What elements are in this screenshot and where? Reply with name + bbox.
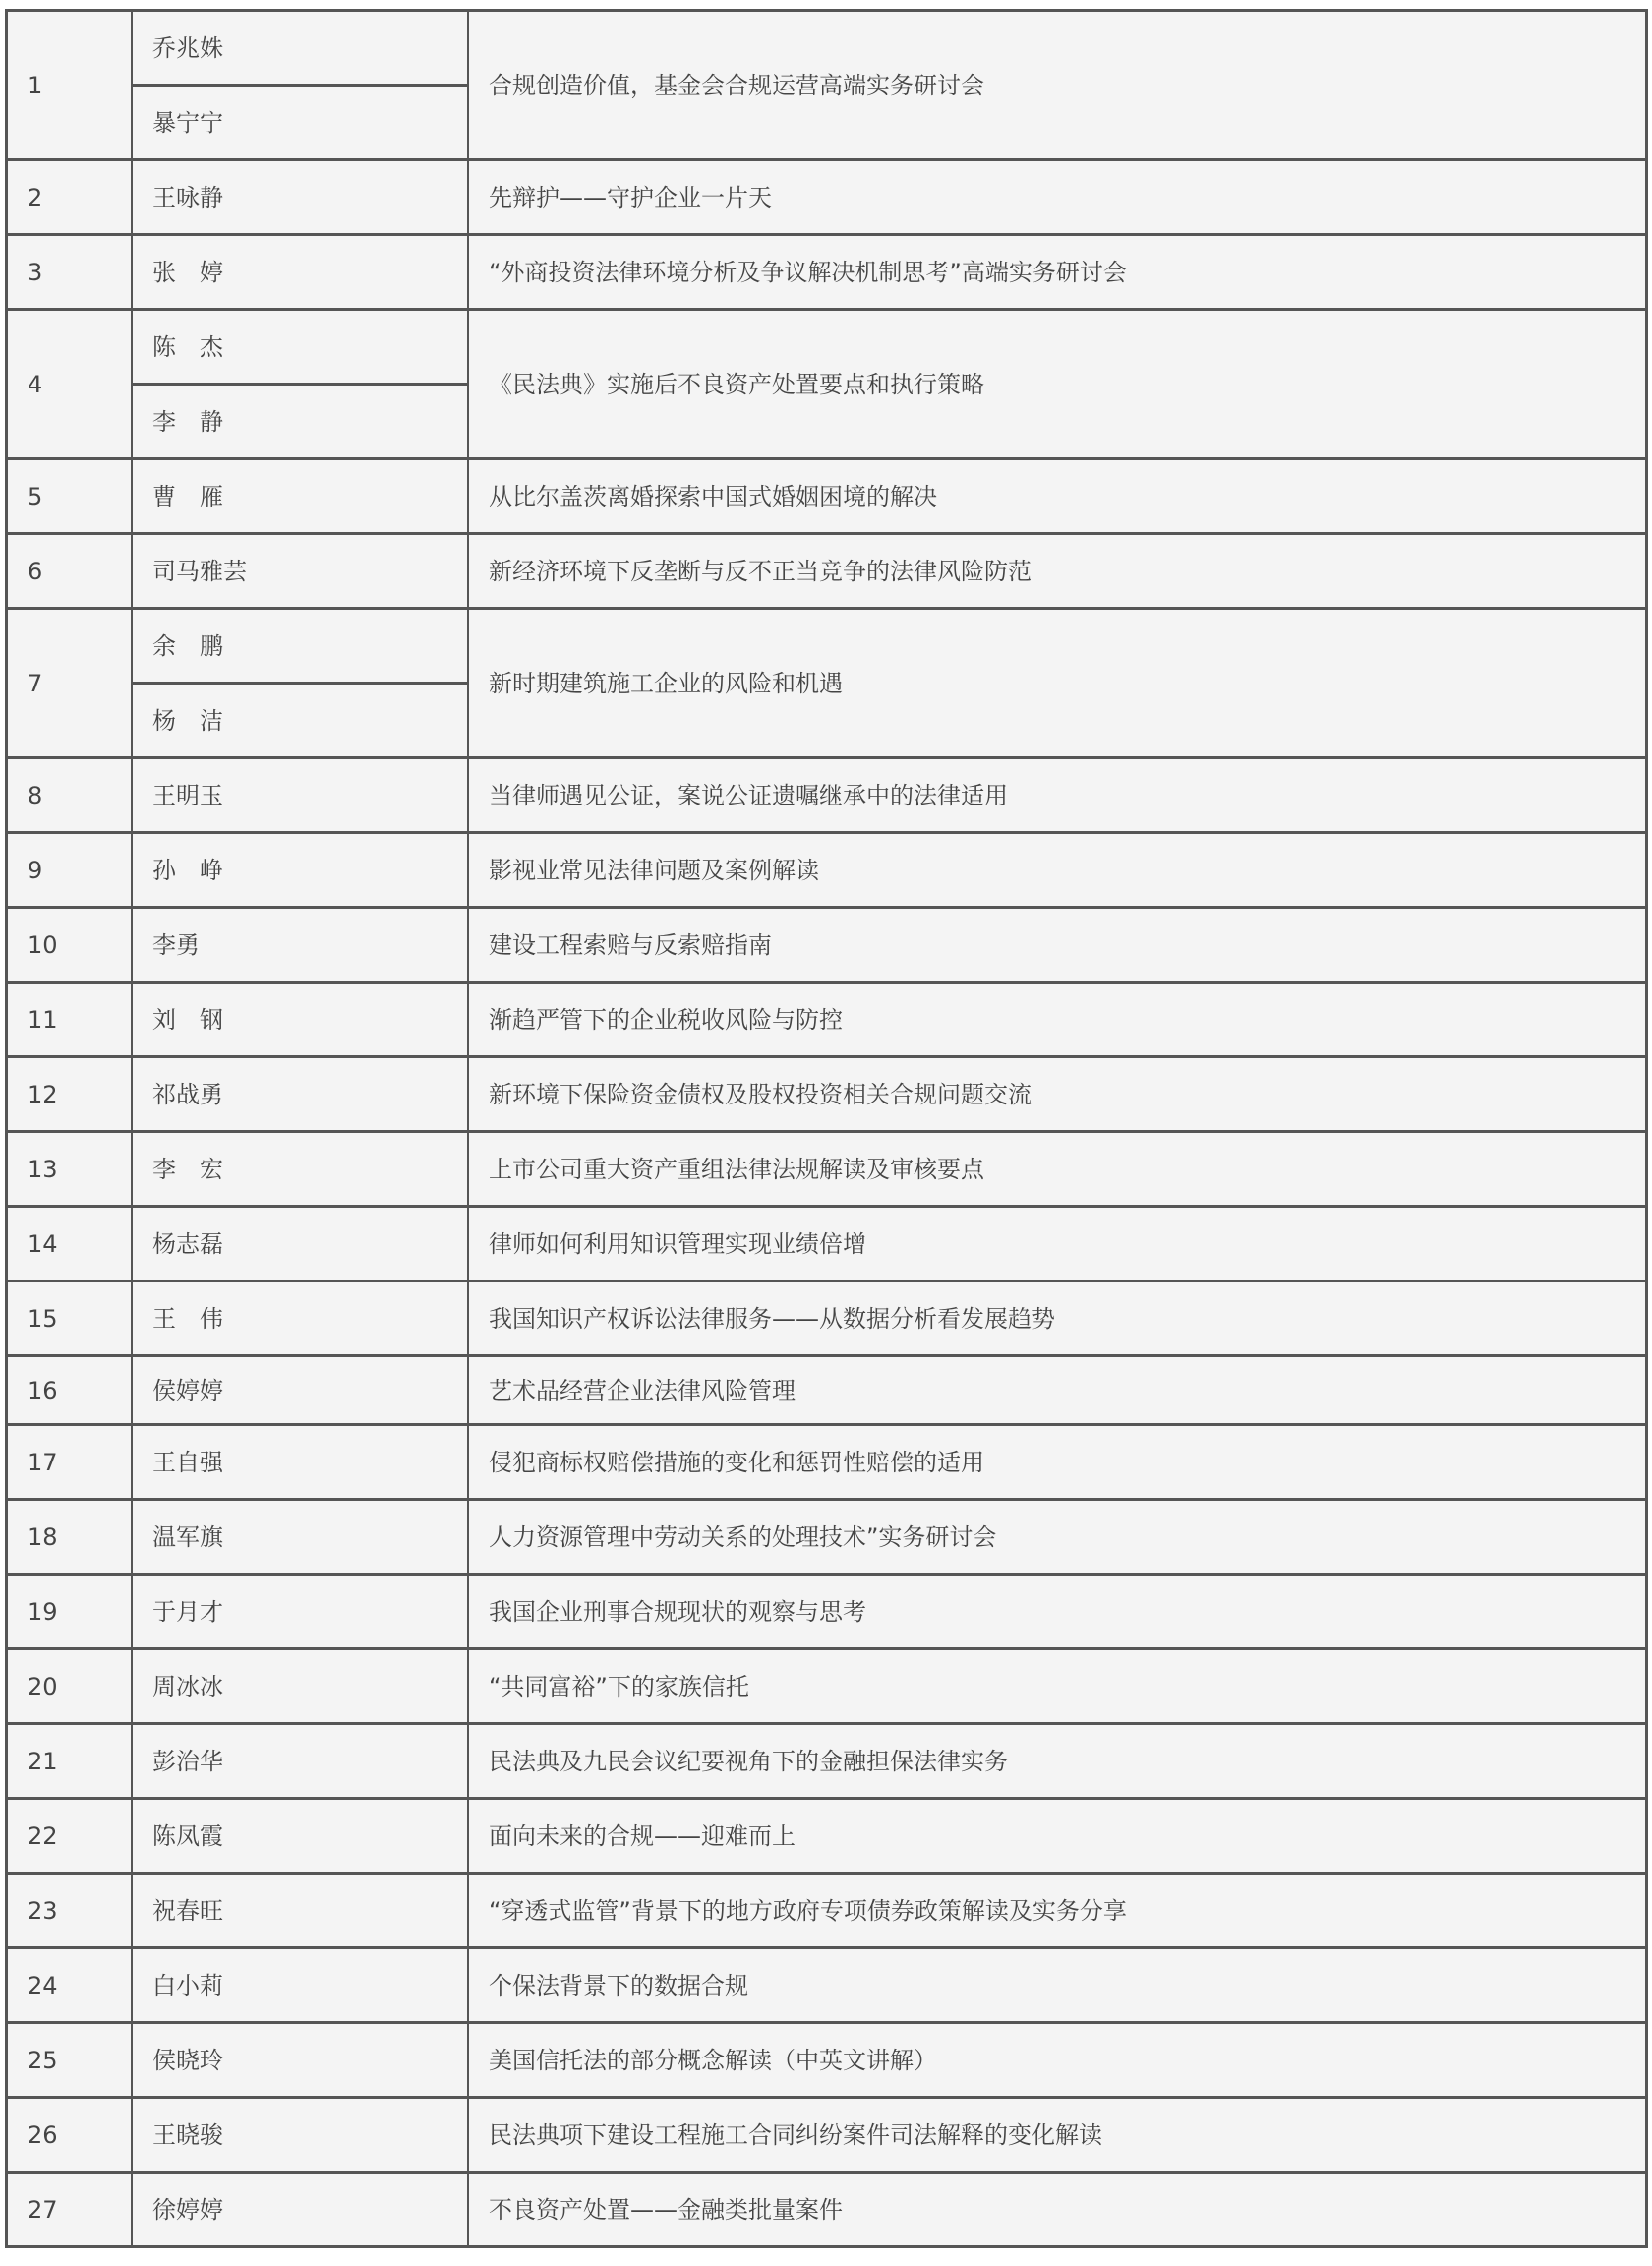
seminar-topic: 渐趋严管下的企业税收风险与防控 bbox=[489, 1005, 843, 1034]
seminar-topic: 面向未来的合规——迎难而上 bbox=[489, 1821, 796, 1850]
seminar-topic: 上市公司重大资产重组法律法规解读及审核要点 bbox=[489, 1155, 984, 1183]
row-number: 4 bbox=[8, 311, 133, 457]
seminar-topic: 民法典项下建设工程施工合同纠纷案件司法解释的变化解读 bbox=[489, 2120, 1102, 2149]
speaker-names bbox=[133, 1949, 469, 2021]
table-row bbox=[8, 1208, 1645, 1282]
row-number: 24 bbox=[8, 1949, 133, 2021]
speaker-name: 乔兆姝 bbox=[152, 33, 223, 62]
speaker-name: 暴宁宁 bbox=[133, 84, 467, 158]
table-row bbox=[8, 1949, 1645, 2024]
table-row bbox=[8, 535, 1645, 610]
row-number: 7 bbox=[8, 610, 133, 756]
speaker-names bbox=[133, 759, 469, 831]
speaker-name: 于月才 bbox=[152, 1597, 223, 1626]
speaker-name: 张 婷 bbox=[152, 258, 223, 286]
table-row bbox=[8, 1058, 1645, 1133]
speaker-names bbox=[133, 311, 469, 457]
speaker-names bbox=[133, 1208, 469, 1280]
row-number: 18 bbox=[8, 1501, 133, 1573]
row-number: 23 bbox=[8, 1875, 133, 1946]
speaker-name: 温军旗 bbox=[152, 1522, 223, 1551]
speaker-names bbox=[133, 1357, 469, 1423]
speaker-names bbox=[133, 1800, 469, 1872]
row-number: 21 bbox=[8, 1725, 133, 1797]
speaker-names bbox=[133, 460, 469, 532]
seminar-schedule-table bbox=[5, 9, 1648, 2248]
speaker-names bbox=[133, 1875, 469, 1946]
speaker-names bbox=[133, 2174, 469, 2245]
table-row bbox=[8, 236, 1645, 311]
row-number: 17 bbox=[8, 1426, 133, 1498]
speaker-names bbox=[133, 610, 469, 756]
speaker-names bbox=[133, 1576, 469, 1647]
speaker-name: 祝春旺 bbox=[152, 1896, 223, 1925]
seminar-topic: “穿透式监管”背景下的地方政府专项债券政策解读及实务分享 bbox=[489, 1896, 1127, 1925]
seminar-topic: 人力资源管理中劳动关系的处理技术”实务研讨会 bbox=[489, 1522, 997, 1551]
table-row bbox=[8, 1725, 1645, 1800]
speaker-name: 祁战勇 bbox=[152, 1080, 223, 1108]
row-number: 11 bbox=[8, 984, 133, 1055]
speaker-name: 刘 钢 bbox=[152, 1005, 223, 1034]
speaker-name: 王晓骏 bbox=[152, 2120, 223, 2149]
row-number: 14 bbox=[8, 1208, 133, 1280]
seminar-topic: 我国知识产权诉讼法律服务——从数据分析看发展趋势 bbox=[489, 1304, 1055, 1333]
seminar-topic: 建设工程索赔与反索赔指南 bbox=[489, 930, 772, 959]
speaker-names bbox=[133, 1282, 469, 1354]
table-row bbox=[8, 2174, 1645, 2248]
speaker-name: 白小莉 bbox=[152, 1971, 223, 1999]
row-number: 27 bbox=[8, 2174, 133, 2245]
speaker-name: 陈凤霞 bbox=[152, 1821, 223, 1850]
speaker-name: 余 鹏 bbox=[152, 631, 223, 660]
row-number: 15 bbox=[8, 1282, 133, 1354]
seminar-topic: “外商投资法律环境分析及争议解决机制思考”高端实务研讨会 bbox=[489, 258, 1127, 286]
row-number: 25 bbox=[8, 2024, 133, 2096]
row-number: 2 bbox=[8, 161, 133, 233]
table-row bbox=[8, 759, 1645, 834]
row-number: 1 bbox=[8, 12, 133, 158]
seminar-topic: 我国企业刑事合规现状的观察与思考 bbox=[489, 1597, 866, 1626]
speaker-name: 王 伟 bbox=[152, 1304, 223, 1333]
seminar-topic: 《民法典》实施后不良资产处置要点和执行策略 bbox=[489, 370, 984, 398]
speaker-names bbox=[133, 12, 469, 158]
row-number: 6 bbox=[8, 535, 133, 607]
table-row bbox=[8, 1501, 1645, 1576]
speaker-names bbox=[133, 2024, 469, 2096]
speaker-name: 侯婷婷 bbox=[152, 1376, 223, 1404]
table-row bbox=[8, 610, 1645, 759]
speaker-names bbox=[133, 2099, 469, 2171]
speaker-names bbox=[133, 1058, 469, 1130]
speaker-name: 王明玉 bbox=[152, 781, 223, 809]
speaker-name: 李 静 bbox=[133, 383, 467, 457]
table-row bbox=[8, 12, 1645, 161]
table-row bbox=[8, 1875, 1645, 1949]
seminar-topic: 艺术品经营企业法律风险管理 bbox=[489, 1376, 796, 1404]
table-row bbox=[8, 1133, 1645, 1208]
speaker-name: 李 宏 bbox=[152, 1155, 223, 1183]
table-row bbox=[8, 460, 1645, 535]
speaker-name: 李勇 bbox=[152, 930, 200, 959]
seminar-topic: 个保法背景下的数据合规 bbox=[489, 1971, 748, 1999]
table-row bbox=[8, 1282, 1645, 1357]
table-row bbox=[8, 909, 1645, 984]
speaker-name: 侯晓玲 bbox=[152, 2046, 223, 2074]
speaker-name: 周冰冰 bbox=[152, 1672, 223, 1700]
seminar-topic: 合规创造价值，基金会合规运营高端实务研讨会 bbox=[489, 71, 984, 99]
speaker-names bbox=[133, 984, 469, 1055]
speaker-name: 杨 洁 bbox=[133, 682, 467, 756]
row-number: 9 bbox=[8, 834, 133, 906]
seminar-topic: 律师如何利用知识管理实现业绩倍增 bbox=[489, 1229, 866, 1258]
seminar-topic: 侵犯商标权赔偿措施的变化和惩罚性赔偿的适用 bbox=[489, 1448, 984, 1476]
table-row bbox=[8, 834, 1645, 909]
row-number: 12 bbox=[8, 1058, 133, 1130]
table-row bbox=[8, 161, 1645, 236]
speaker-names bbox=[133, 1725, 469, 1797]
row-number: 10 bbox=[8, 909, 133, 981]
row-number: 5 bbox=[8, 460, 133, 532]
speaker-names bbox=[133, 1501, 469, 1573]
seminar-topic: 新经济环境下反垄断与反不正当竞争的法律风险防范 bbox=[489, 557, 1032, 585]
speaker-names bbox=[133, 1650, 469, 1722]
table-row bbox=[8, 2099, 1645, 2174]
row-number: 16 bbox=[8, 1357, 133, 1423]
row-number: 22 bbox=[8, 1800, 133, 1872]
table-row bbox=[8, 1800, 1645, 1875]
table-row bbox=[8, 984, 1645, 1058]
speaker-name: 徐婷婷 bbox=[152, 2195, 223, 2224]
seminar-topic: 新时期建筑施工企业的风险和机遇 bbox=[489, 669, 843, 697]
seminar-topic: “共同富裕”下的家族信托 bbox=[489, 1672, 749, 1700]
table-row bbox=[8, 2024, 1645, 2099]
table-row bbox=[8, 1576, 1645, 1650]
speaker-name: 司马雅芸 bbox=[152, 557, 247, 585]
seminar-topic: 新环境下保险资金债权及股权投资相关合规问题交流 bbox=[489, 1080, 1032, 1108]
speaker-names bbox=[133, 535, 469, 607]
speaker-name: 王咏静 bbox=[152, 183, 223, 211]
seminar-topic: 当律师遇见公证，案说公证遗嘱继承中的法律适用 bbox=[489, 781, 1008, 809]
speaker-names bbox=[133, 909, 469, 981]
seminar-topic: 不良资产处置——金融类批量案件 bbox=[489, 2195, 843, 2224]
speaker-name: 孙 峥 bbox=[152, 856, 223, 884]
speaker-name: 王自强 bbox=[152, 1448, 223, 1476]
seminar-topic: 美国信托法的部分概念解读（中英文讲解） bbox=[489, 2046, 937, 2074]
row-number: 8 bbox=[8, 759, 133, 831]
table-row bbox=[8, 1650, 1645, 1725]
row-number: 19 bbox=[8, 1576, 133, 1647]
speaker-names bbox=[133, 1426, 469, 1498]
seminar-topic: 先辩护——守护企业一片天 bbox=[489, 183, 772, 211]
table-row bbox=[8, 1357, 1645, 1426]
row-number: 26 bbox=[8, 2099, 133, 2171]
speaker-names bbox=[133, 1133, 469, 1205]
speaker-name: 曹 雁 bbox=[152, 482, 223, 510]
speaker-name: 杨志磊 bbox=[152, 1229, 223, 1258]
speaker-name: 陈 杰 bbox=[152, 332, 223, 361]
table-row bbox=[8, 311, 1645, 460]
table-row bbox=[8, 1426, 1645, 1501]
speaker-names bbox=[133, 834, 469, 906]
seminar-topic: 民法典及九民会议纪要视角下的金融担保法律实务 bbox=[489, 1747, 1008, 1775]
row-number: 13 bbox=[8, 1133, 133, 1205]
seminar-topic: 影视业常见法律问题及案例解读 bbox=[489, 856, 819, 884]
row-number: 3 bbox=[8, 236, 133, 308]
speaker-names bbox=[133, 161, 469, 233]
speaker-name: 彭治华 bbox=[152, 1747, 223, 1775]
speaker-names bbox=[133, 236, 469, 308]
row-number: 20 bbox=[8, 1650, 133, 1722]
seminar-topic: 从比尔盖茨离婚探索中国式婚姻困境的解决 bbox=[489, 482, 937, 510]
